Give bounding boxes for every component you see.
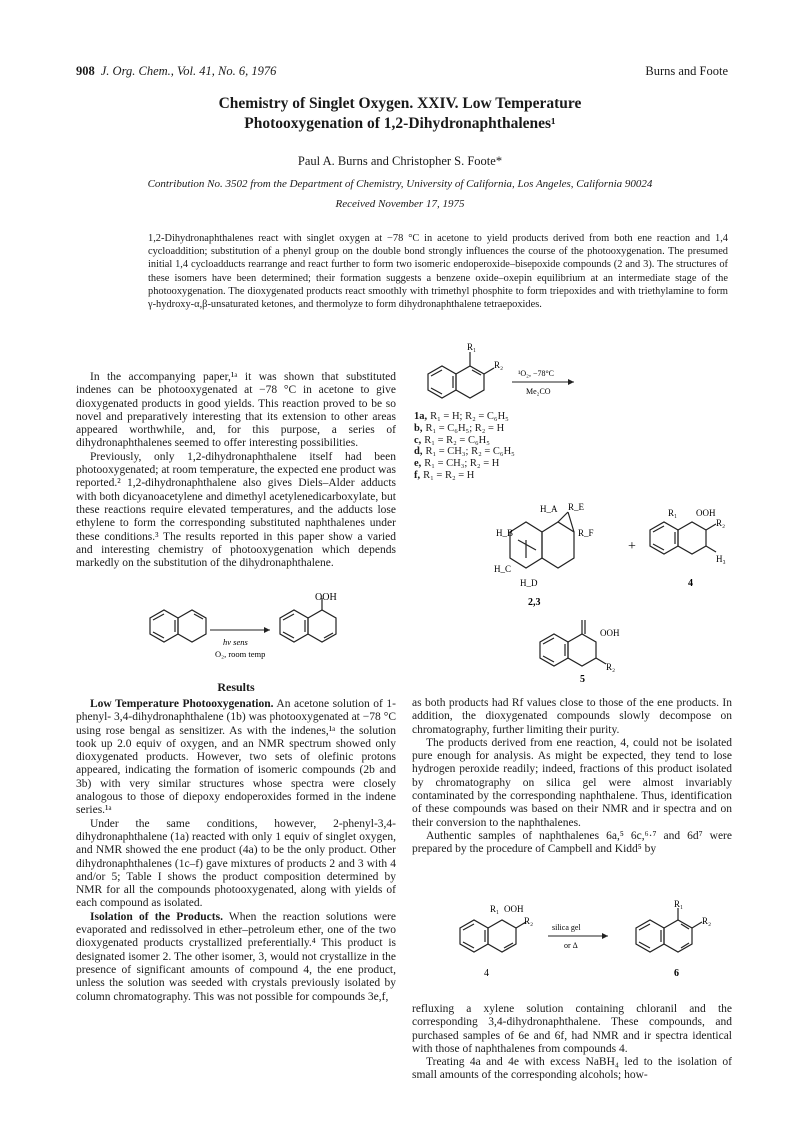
re-label: R_E — [568, 502, 585, 512]
title-line-2: Photooxygenation of 1,2-Dihydronaphthalenes¹ — [244, 115, 556, 132]
isolation-paragraph — [76, 911, 396, 1004]
hb-label: H_B — [496, 528, 514, 538]
low-temp-heading: Low Temperature Photooxygenation. — [90, 698, 274, 710]
substituent-row: e, R₁ = CH₃; R₂ = H — [414, 458, 500, 470]
ene-product-4-structure — [650, 522, 716, 554]
substituent-row: d, R₁ = CH₃; R₂ = C₆H₅ — [414, 446, 515, 458]
authors: Paul A. Burns and Christopher S. Foote* — [297, 154, 503, 168]
ha-label: H_A — [540, 504, 558, 514]
results-text — [76, 698, 396, 1004]
ooh-label-4: OOH — [696, 508, 716, 518]
low-temp-body: An acetone solution of 1-phenyl- 3,4-dihydronaphthalene (1b) was photooxygenated at −78 °C using rose bengal as sensitizer. As with the indenes,¹ᵃ the solution took up 2.0 equiv of oxygen, and an NMR spectrum showed only dioxygenated products. However, two sets of olefinic protons appeared, indicating the formation of isomeric compounds (2b and 3b) with very similar structures whose spectra were closely analogous to those of diepoxy endoperoxides formed in the indene series.¹ᵃ — [76, 698, 396, 817]
r2-label-s4: R₂ — [524, 916, 534, 926]
condition-heat: or Δ — [564, 941, 578, 950]
h3-label: H₃ — [716, 554, 726, 564]
compound-5-label: 5 — [580, 674, 585, 684]
title-line-1: Chemistry of Singlet Oxygen. XXIV. Low Temperature — [218, 95, 582, 112]
intro-paragraph-2: Previously, only 1,2-dihydronaphthalene itself had been photooxygenated; at room temperature, the expected ene product was reported.² 1,2-dihydronaphthalene also gives Diels–Alder adducts with both dicyanoacetylene and dimethyl acetylenedicarboxylate, but these reactions require elevated temperatures, and the adducts lose ethylene to form the corresponding substituted naphthalenes under these conditions.³ The results reported in this paper show a varied and interesting chemistry of photooxygenation which depends markedly on the substitution of the dihydronaphthalene. — [76, 450, 396, 570]
condition-hv: hν sens — [223, 637, 248, 647]
condition-o2: O₂, room temp — [215, 649, 266, 659]
condition-solvent: Me₂CO — [526, 387, 551, 396]
substituent-row: f, R₁ = R₂ = H — [414, 469, 475, 481]
compound-2-3-label: 2,3 — [528, 597, 541, 608]
running-title: Burns and Foote — [645, 64, 728, 78]
r1-label-s4: R₁ — [490, 904, 500, 914]
r2-label-s6: R₂ — [702, 916, 712, 926]
authentic-samples-paragraph: Authentic samples of naphthalenes 6a,⁵ 6c,⁶·⁷ and 6d⁷ were prepared by the procedure of Campbell and Kidd⁵ by — [412, 829, 732, 856]
substituent-list — [414, 411, 515, 482]
condition-singlet-oxygen: ¹O₂, −78°C — [518, 369, 555, 378]
abstract: 1,2-Dihydronaphthalenes react with singlet oxygen at −78 °C in acetone to yield products derived from both ene reaction and 1,4 cycloaddition; substitution of a phenyl group on the double bond strongly influences the course of the photooxygenation. The presumed initial 1,4 cycloadducts rearrange and react further to form two isomeric endoperoxide–bisepoxide compounds (2 and 3). The structures of these isomers have been determined; their formation suggests a benzene oxide–oxepin equilibrium at an intermediate stage of the photooxygenation. The dioxygenated products react smoothly with trimethyl phosphite to form triepoxides and with triethylamine to form γ-hydroxy-α,β-unsaturated ketones, and thermolyze to form dihydronaphthalene tetraepoxides. — [148, 233, 728, 311]
page-number: 908 — [76, 64, 95, 78]
column-2-text-upper — [412, 697, 732, 857]
naphthalene-6-structure — [636, 908, 702, 952]
isolation-body: When the reaction solutions were evaporated and redissolved in ether–petroleum ether, one of the two dioxygenated products crystallized preferentially.⁴ This product is designated isomer 2. The other isomer, 3, would not crystallize in the presence of significant amounts of compound 4, the ene product, unless the solution was seeded with crystals previously isolated by column chromatography. This was not possible for compounds 3e,f, — [76, 910, 396, 1003]
intro-text — [76, 371, 396, 570]
plus-sign: + — [628, 539, 636, 554]
under-conditions-paragraph: Under the same conditions, however, 2-phenyl-3,4-dihydronaphthalene (1a) reacted with only 1 equiv of singlet oxygen, and NMR showed the ene product (4a) to be the only product. Other dihydronaphthalenes (1c–f) gave mixtures of products 2 and 3 with 4 and/or 5; Table I shows the product composition determined by NMR for all the compounds photooxygenated, along with yields of each compound as isolated. — [76, 817, 396, 910]
refluxing-paragraph: refluxing a xylene solution containing chloranil and the corresponding 3,4-dihydronaphthalene. These compounds, and purchased samples of 6e and 6f, had NMR and ir spectra identical with those of naphthalenes from compounds 4. — [412, 1003, 732, 1055]
scheme-products — [470, 500, 750, 610]
column-2-text-lower — [412, 1003, 732, 1083]
journal-citation: J. Org. Chem., Vol. 41, No. 6, 1976 — [100, 64, 277, 78]
scheme-ene-reaction — [130, 590, 360, 670]
r2-label: R₂ — [494, 360, 504, 370]
hd-label: H_D — [520, 578, 538, 588]
substituent-row: 1a, R₁ = H; R₂ = C₆H₅ — [414, 411, 509, 422]
hc-label: H_C — [494, 564, 512, 574]
scheme-photooxygenation — [414, 338, 594, 410]
r1-label-s6: R₁ — [674, 899, 684, 909]
compound-4-structure — [460, 920, 526, 952]
ooh-label: OOH — [315, 592, 337, 603]
ene-products-paragraph: The products derived from ene reaction, 4, could not be isolated pure enough for analysis. As might be expected, they tend to lose hydrogen peroxide readily; indeed, fractions of this product isolated by chromatography on silica gel were almost invariably contaminated by the corresponding naphthalene. Thus, identification of these compounds was based on their NMR and ir spectra and on their conversion to the naphthalenes. — [412, 736, 732, 829]
article-title — [100, 94, 700, 134]
rf-label: R_F — [578, 528, 594, 538]
received-date: Received November 17, 1975 — [335, 198, 465, 210]
low-temp-paragraph — [76, 698, 396, 818]
results-heading: Results — [217, 680, 255, 694]
substituent-row: b, R₁ = C₆H₅; R₂ = H — [414, 422, 505, 434]
compound-6-label: 6 — [674, 968, 679, 979]
r2-label-4: R₂ — [716, 518, 726, 528]
compound-5-structure — [530, 612, 650, 684]
ene-product-structure — [280, 598, 336, 642]
continued-paragraph: as both products had Rf values close to those of the ene products. In addition, the dioxygenated compounds slowly decompose on chromatography, further limiting their purity. — [412, 697, 732, 736]
r1-label: R₁ — [467, 342, 477, 352]
condition-silica: silica gel — [552, 923, 581, 932]
affiliation: Contribution No. 3502 from the Department of Chemistry, University of California, Los Angeles, California 90024 — [147, 178, 653, 190]
dihydronaphthalene-structure — [150, 610, 206, 642]
ooh-label-s4: OOH — [504, 904, 524, 914]
compound-4-label-s: 4 — [484, 968, 489, 979]
compound-4-label: 4 — [688, 578, 693, 589]
isolation-heading: Isolation of the Products. — [90, 910, 223, 923]
r1-label-4: R₁ — [668, 508, 678, 518]
endoperoxide-bisepoxide-structure — [510, 512, 574, 568]
running-header-left — [76, 64, 276, 79]
starting-material-structure — [428, 352, 494, 398]
treating-paragraph: Treating 4a and 4e with excess NaBH₄ led to the isolation of small amounts of the corresponding alcohols; how- — [412, 1056, 732, 1082]
r2-label-5: R₂ — [606, 662, 616, 672]
scheme-4-to-6 — [440, 898, 740, 998]
substituent-row: c, R₁ = R₂ = C₆H₅ — [414, 434, 490, 446]
ooh-label-5: OOH — [600, 628, 620, 638]
intro-paragraph-1: In the accompanying paper,¹ᵃ it was shown that substituted indenes can be photooxygenated at −78 °C in acetone to give dioxygenated products in good yields. This reaction proved to be so novel and preparatively interesting that its extension to other areas appeared worthwhile, and, for this purpose, a series of dihydronaphthalenes seemed to offer interesting possibilities. — [76, 371, 396, 450]
